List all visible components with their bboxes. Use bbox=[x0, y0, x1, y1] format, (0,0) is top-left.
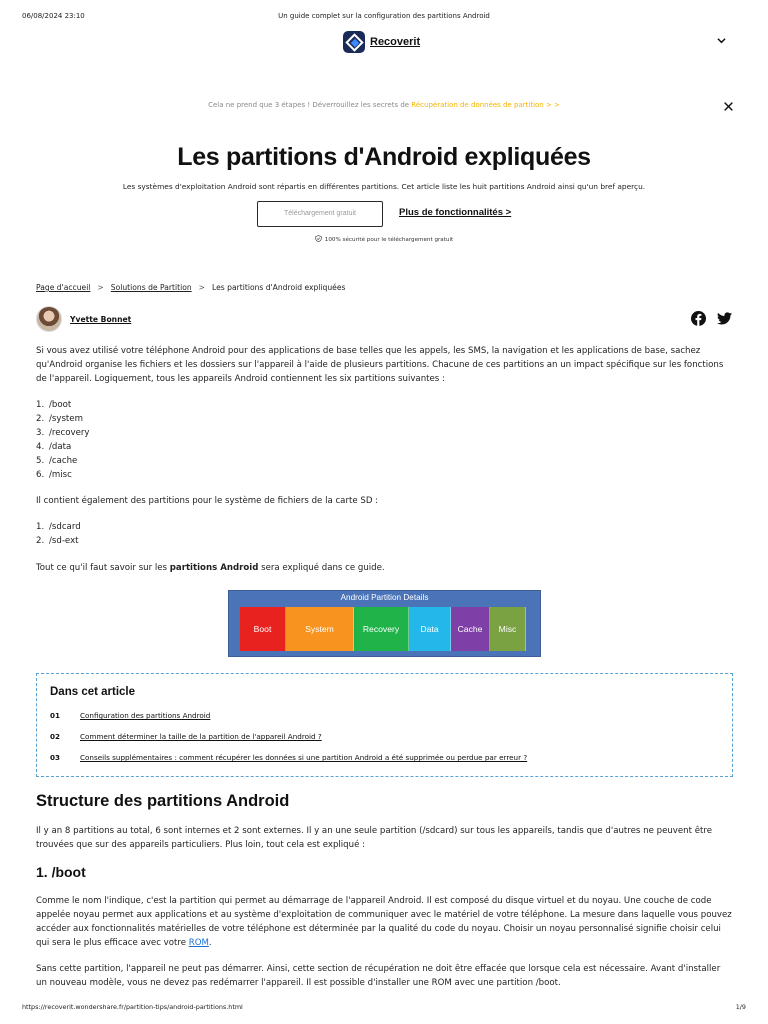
facebook-icon[interactable] bbox=[691, 311, 706, 326]
partition-link-recovery[interactable]: /recovery bbox=[49, 428, 90, 438]
breadcrumb bbox=[36, 283, 345, 292]
partition-block-boot: Boot bbox=[240, 607, 286, 651]
close-icon[interactable] bbox=[723, 101, 734, 112]
free-download-button[interactable]: Téléchargement gratuit bbox=[257, 201, 383, 227]
page-subtitle: Les systèmes d'exploitation Android sont répartis en différentes partitions. Cet article liste les huit partitions Android ainsi qu'un bref aperçu. bbox=[122, 182, 646, 191]
boot-paragraph-2: Sans cette partition, l'appareil ne peut pas démarrer. Ainsi, cette section de récupération ne doit être effacée que lorsque cela est nécessaire. Avant d'installer un nouveau modèle, vous ne devez pas redémarrer l'appareil. Il est possible d'installer une ROM avec une partition /boot. bbox=[36, 964, 721, 988]
recoverit-logo-icon bbox=[343, 31, 365, 53]
partition-block-cache: Cache bbox=[451, 607, 490, 651]
figure-blocks bbox=[240, 607, 530, 651]
sd-partitions-list bbox=[36, 520, 732, 548]
partition-link-cache[interactable]: /cache bbox=[49, 456, 78, 466]
security-note bbox=[0, 235, 768, 243]
print-page-number: 1/9 bbox=[735, 1003, 746, 1011]
boot-paragraph-1: Comme le nom l'indique, c'est la partition qui permet au démarrage de l'appareil Android. Il est composé du disque virtuel et du noyau. Une couche de code appelée noyau permet aux applications et au système d'exploitation de communiquer avec le matériel de votre téléphone. La mesure dans laquelle vous pouvez accéder aux fonctionnalités matérielles de votre téléphone est déterminée par la qualité du code du noyau. Choisir un noyau personnalisé signifie choisir celui qui sera le plus efficace avec votre ROM. bbox=[36, 896, 732, 948]
partition-block-recovery: Recovery bbox=[354, 607, 409, 651]
list-item: 5. /cache bbox=[36, 456, 78, 466]
shield-check-icon bbox=[315, 235, 322, 242]
guide-paragraph: Tout ce qu'il faut savoir sur les partitions Android sera expliqué dans ce guide. bbox=[36, 563, 385, 573]
structure-paragraph: Il y an 8 partitions au total, 6 sont internes et 2 sont externes. Il y an une seule partition (/sdcard) sur tous les appareils, tandis que d'autres ne peuvent être trouvées que sur des appareils particuliers. Plus loin, tout cela est expliqué : bbox=[36, 826, 713, 850]
structure-heading: Structure des partitions Android bbox=[36, 792, 290, 810]
list-item: 2. /system bbox=[36, 414, 83, 424]
breadcrumb-separator: > bbox=[97, 283, 104, 292]
toc-link-partition-size[interactable]: Comment déterminer la taille de la partition de l'appareil Android ? bbox=[80, 732, 322, 741]
partition-block-misc: Misc bbox=[490, 607, 526, 651]
guide-bold-term: partitions Android bbox=[169, 563, 259, 573]
partition-link-boot[interactable]: /boot bbox=[49, 400, 72, 410]
print-datetime: 06/08/2024 23:10 bbox=[22, 12, 85, 20]
list-item: 2. /sd-ext bbox=[36, 536, 79, 546]
figure-title: Android Partition Details bbox=[340, 593, 429, 602]
intro-paragraph: Si vous avez utilisé votre téléphone Android pour des applications de base telles que les appels, les SMS, la navigation et les applications de base, sachez qu'Android organise les fichiers et les dossiers sur l'appareil à l'aide de plusieurs partitions. Chacune de ces partitions an un impact spécifique sur les fonctions de l'appareil. Logiquement, tous les appareils Android contiennent les six partitions suivantes : bbox=[36, 346, 724, 384]
partition-link-data[interactable]: /data bbox=[49, 442, 72, 452]
chevron-down-icon[interactable] bbox=[717, 36, 726, 45]
print-doc-title: Un guide complet sur la configuration des partitions Android bbox=[278, 12, 490, 20]
breadcrumb-current: Les partitions d'Android expliquées bbox=[212, 283, 346, 292]
rom-link[interactable]: ROM bbox=[188, 938, 209, 948]
partition-block-system: System bbox=[286, 607, 354, 651]
brand-name: Recoverit bbox=[370, 36, 421, 48]
toc-item: 03 Conseils supplémentaires : comment récupérer les données si une partition Android a été supprimée ou perdue par erreur ? bbox=[50, 753, 528, 762]
security-text: 100% sécurité pour le téléchargement gratuit bbox=[324, 237, 454, 243]
partition-link-sdcard[interactable]: /sdcard bbox=[49, 522, 81, 532]
table-of-contents bbox=[36, 673, 733, 777]
toc-title: Dans cet article bbox=[50, 686, 136, 698]
brand-link[interactable] bbox=[343, 31, 420, 53]
partition-block-data: Data bbox=[409, 607, 451, 651]
partition-link-sd-ext[interactable]: /sd-ext bbox=[49, 536, 79, 546]
list-item: 3. /recovery bbox=[36, 428, 90, 438]
internal-partitions-list bbox=[36, 398, 732, 482]
print-url: https://recoverit.wondershare.fr/partition-tips/android-partitions.html bbox=[22, 1003, 243, 1011]
author-avatar bbox=[36, 306, 62, 332]
more-features-link[interactable]: Plus de fonctionnalités > bbox=[399, 207, 512, 218]
partition-link-misc[interactable]: /misc bbox=[49, 470, 72, 480]
sd-intro-paragraph: Il contient également des partitions pour le système de fichiers de la carte SD : bbox=[36, 496, 379, 506]
breadcrumb-partition-solutions[interactable]: Solutions de Partition bbox=[110, 283, 192, 292]
author-block bbox=[36, 306, 131, 332]
toc-item: 01 Configuration des partitions Android bbox=[50, 711, 211, 720]
partition-link-system[interactable]: /system bbox=[49, 414, 83, 424]
list-item: 1. /sdcard bbox=[36, 522, 81, 532]
partition-details-figure bbox=[228, 590, 541, 657]
twitter-icon[interactable] bbox=[717, 311, 732, 326]
page-title: Les partitions d'Android expliquées bbox=[177, 143, 591, 171]
boot-heading: 1. /boot bbox=[36, 864, 86, 880]
toc-link-configuration[interactable]: Configuration des partitions Android bbox=[80, 711, 211, 720]
toc-link-recovery-tips[interactable]: Conseils supplémentaires : comment récupérer les données si une partition Android a été supprimée ou perdue par erreur ? bbox=[80, 753, 528, 762]
author-name-link[interactable]: Yvette Bonnet bbox=[70, 314, 132, 324]
list-item: 6. /misc bbox=[36, 470, 72, 480]
promo-banner bbox=[0, 101, 768, 113]
promo-link[interactable]: Récupération de données de partition > > bbox=[411, 101, 560, 109]
list-item: 1. /boot bbox=[36, 400, 72, 410]
top-nav bbox=[0, 30, 768, 56]
toc-item: 02 Comment déterminer la taille de la partition de l'appareil Android ? bbox=[50, 732, 322, 741]
list-item: 4. /data bbox=[36, 442, 72, 452]
promo-text: Cela ne prend que 3 étapes ! Déverrouillez les secrets de bbox=[208, 101, 412, 109]
breadcrumb-separator: > bbox=[198, 283, 206, 292]
breadcrumb-home[interactable]: Page d'accueil bbox=[36, 283, 91, 292]
